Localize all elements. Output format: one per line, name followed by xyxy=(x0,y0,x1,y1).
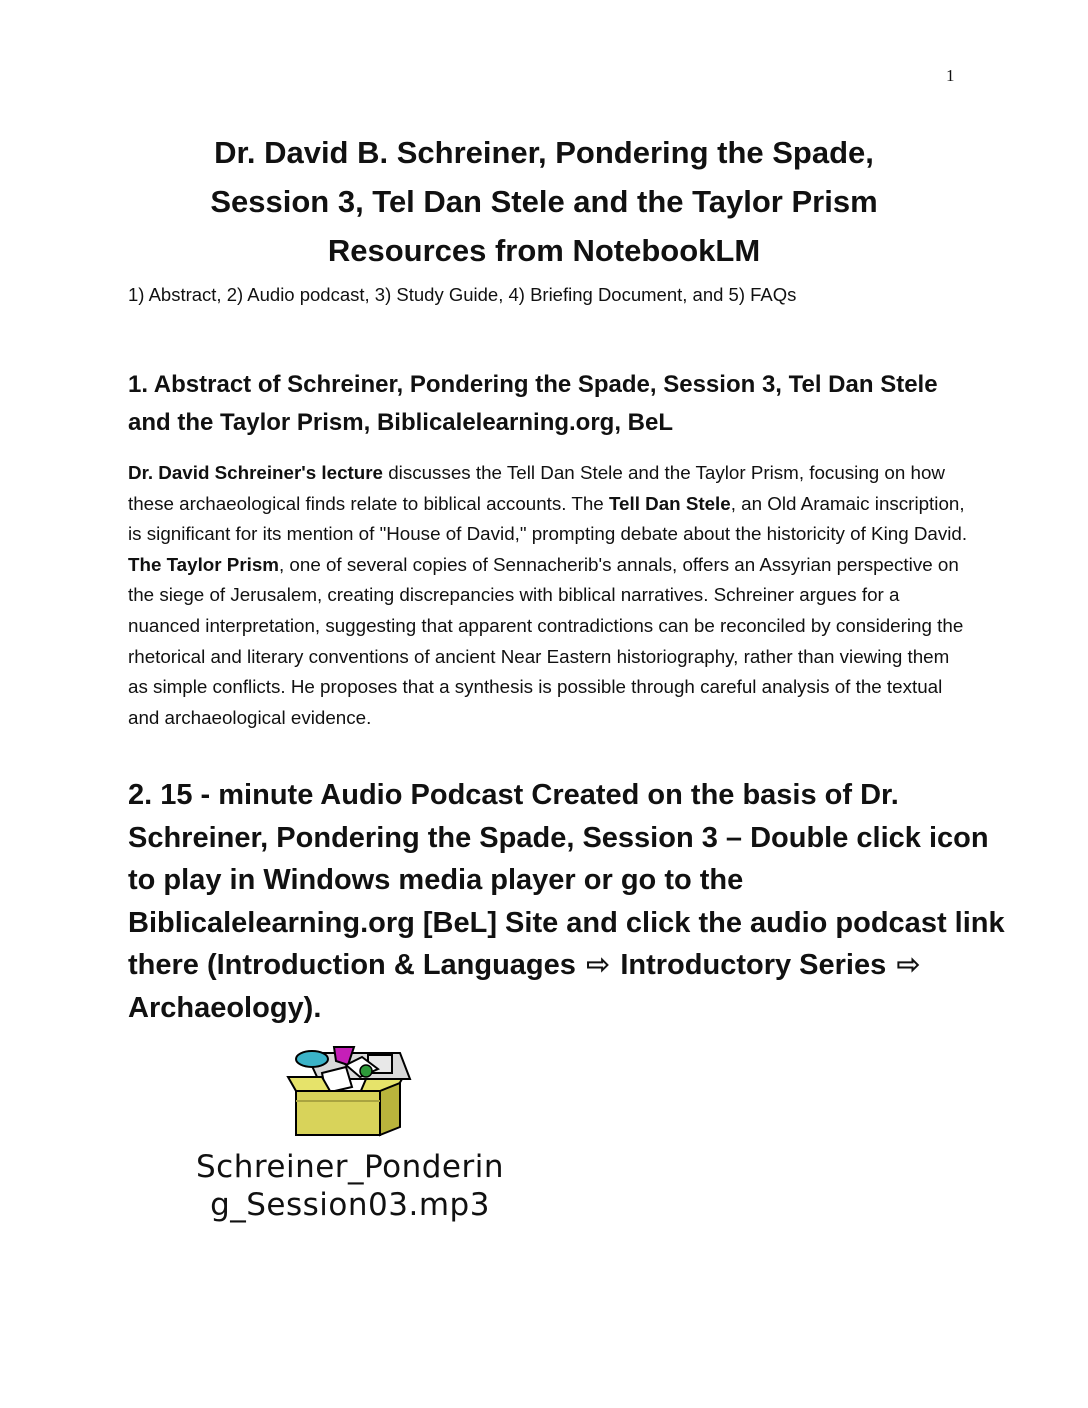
abstract-bold-lecture: Dr. David Schreiner's lecture xyxy=(128,462,383,483)
abstract-text-1: discusses the Tell Dan Stele and the Taylor Prism, focusing on how these archaeological finds relate to biblical accounts. The xyxy=(128,462,945,514)
audio-file-link[interactable] xyxy=(130,1148,570,1224)
arrow-right-icon: ⇨ xyxy=(585,949,611,981)
abstract-text-3: , one of several copies of Sennacherib's annals, offers an Assyrian perspective on the siege of Jerusalem, creating discrepancies with biblical narratives. Schreiner argues for a nuanced interpretation, suggesting that apparent contradictions can be reconciled by considering the rhetorical and literary conventions of ancient Near Eastern historiography, rather than viewing them as simple conflicts. He proposes that a synthesis is possible through careful analysis of the textual and archaeological evidence. xyxy=(128,553,964,728)
abstract-bold-taylor-prism: The Taylor Prism xyxy=(128,553,279,575)
podcast-heading-text-2: Introductory Series xyxy=(620,949,887,981)
abstract-bold-tell-dan: Tell Dan Stele xyxy=(608,492,731,514)
page-title xyxy=(0,128,1088,275)
abstract-text-2: , an Old Aramaic inscription, is significant for its mention of "House of David," prompting debate about the historicity of King David. xyxy=(128,492,968,545)
media-package-icon[interactable] xyxy=(282,1043,414,1139)
podcast-heading-text-1: 2. 15 - minute Audio Podcast Created on the basis of Dr. Schreiner, Pondering the Spade, Session 3 – Double click icon to play in Windows media player or go to the Biblicalelearning.org [BeL] Site and click the audio podcast link there (Introduction & Languages xyxy=(128,779,1005,981)
contents-list: 1) Abstract, 2) Audio podcast, 3) Study Guide, 4) Briefing Document, and 5) FAQs xyxy=(128,284,797,305)
title-line-3: Resources from NotebookLM xyxy=(327,233,761,268)
abstract-heading: 1. Abstract of Schreiner, Pondering the Spade, Session 3, Tel Dan Stele and the Taylor Prism, Biblicalelearning.org, BeL xyxy=(128,371,938,436)
title-line-2: Session 3, Tel Dan Stele and the Taylor Prism xyxy=(210,184,878,219)
file-name-line-1: Schreiner_Ponderin xyxy=(195,1149,505,1185)
podcast-heading-text-3: Archaeology). xyxy=(128,991,322,1024)
title-line-1: Dr. David B. Schreiner, Pondering the Spade, xyxy=(214,135,874,170)
page-number: 1 xyxy=(946,66,955,85)
arrow-right-icon: ⇨ xyxy=(896,949,921,981)
abstract-paragraph xyxy=(128,458,968,733)
file-name-line-2: g_Session03.mp3 xyxy=(210,1187,490,1223)
podcast-heading xyxy=(128,774,1008,1029)
